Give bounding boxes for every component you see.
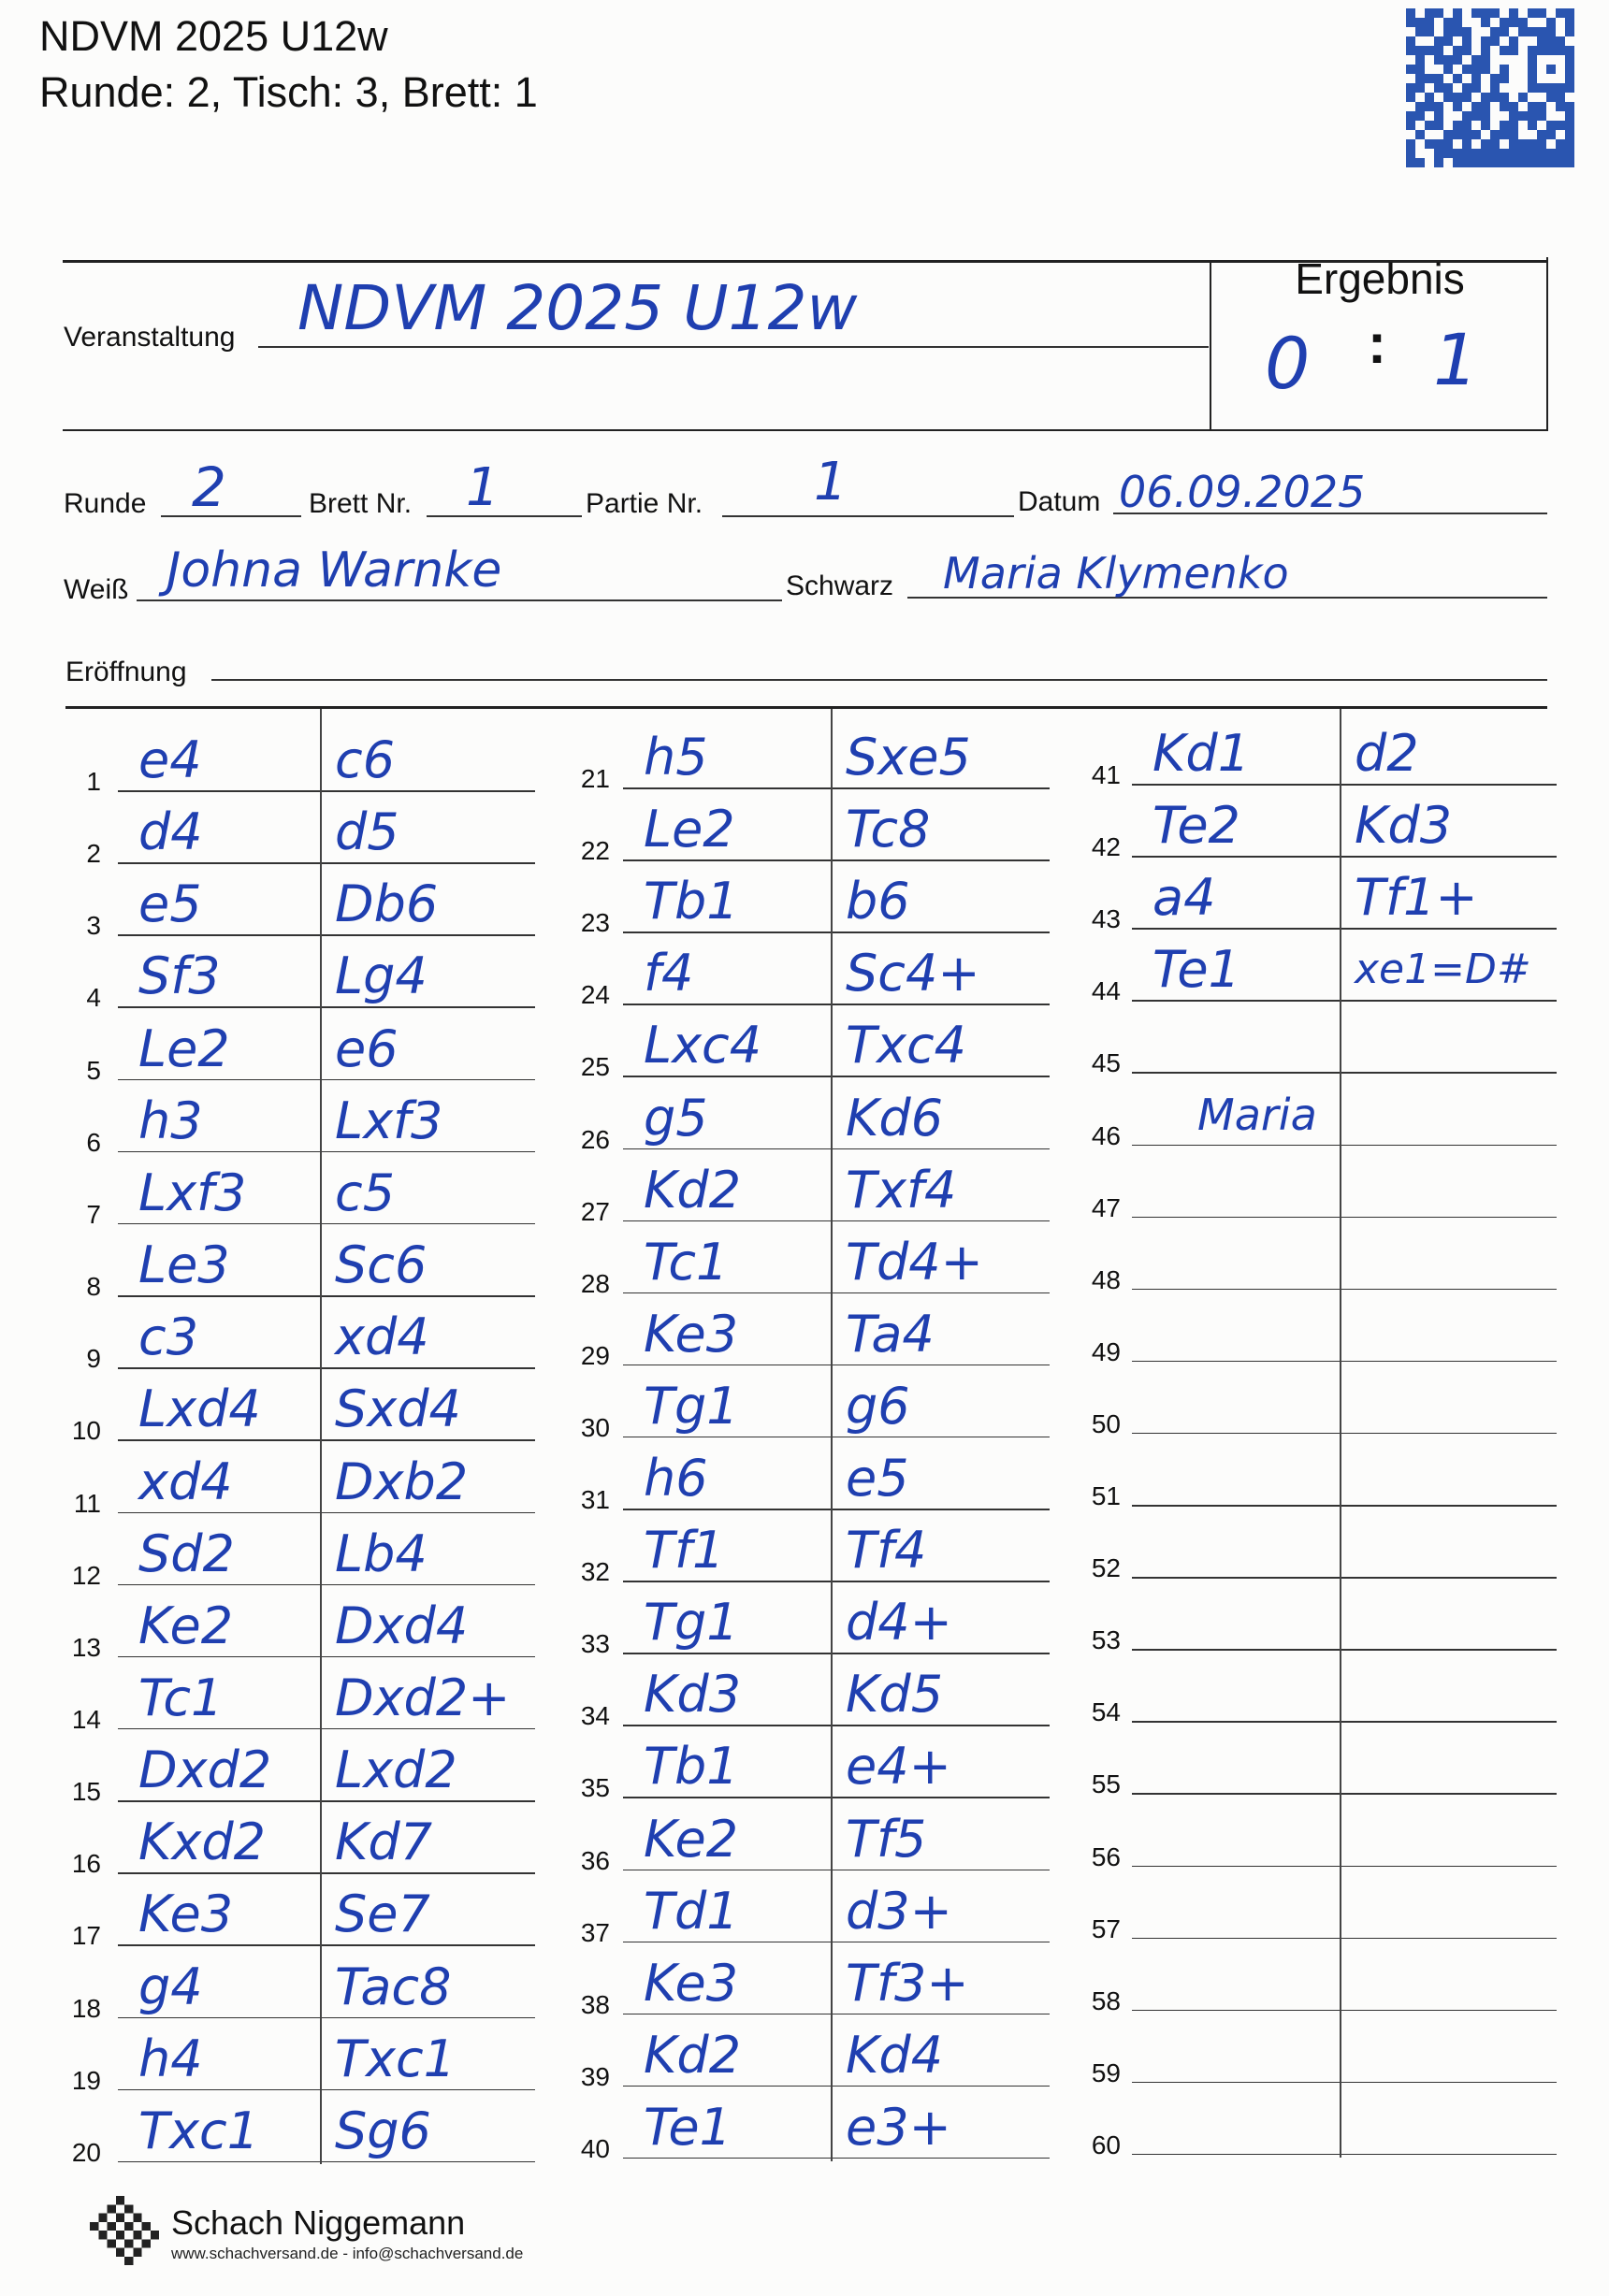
eroeffnung-line (211, 679, 1547, 681)
white-move: e4 (138, 730, 202, 789)
veranstaltung-value: NDVM 2025 U12w (297, 272, 858, 344)
move-row-line (1132, 928, 1557, 930)
move-row-line (1132, 1361, 1557, 1363)
white-move: g5 (644, 1088, 708, 1148)
move-number: 18 (71, 1993, 101, 2023)
move-row-line (623, 1942, 1050, 1943)
eroeffnung-label: Eröffnung (65, 657, 187, 687)
white-move: Tf1 (644, 1521, 725, 1581)
move-row-line (623, 1437, 1050, 1438)
white-move: Le2 (644, 800, 735, 859)
white-move: Tg1 (644, 1376, 739, 1436)
move-row-line (1132, 1072, 1557, 1074)
footer-contact: www.schachversand.de - info@schachversand.de (171, 2245, 524, 2262)
move-row-line (118, 1006, 535, 1008)
move-number: 22 (580, 836, 610, 866)
move-number: 39 (580, 2061, 610, 2091)
white-move: Le2 (138, 1018, 230, 1078)
move-number: 19 (71, 2065, 101, 2095)
moves-table-top-border (65, 706, 1547, 709)
move-number: 47 (1091, 1192, 1121, 1222)
move-number: 56 (1091, 1841, 1121, 1871)
black-move: Sc4+ (846, 944, 980, 1004)
move-row-line (118, 1439, 535, 1441)
move-number: 38 (580, 1989, 610, 2019)
black-move: d2 (1355, 724, 1419, 783)
schwarz-label: Schwarz (786, 570, 894, 601)
black-move: Sg6 (335, 2101, 431, 2160)
move-number: 32 (580, 1557, 610, 1587)
move-row-line (1132, 1217, 1557, 1219)
move-row-line (1132, 1938, 1557, 1940)
move-row-line (1132, 1866, 1557, 1868)
move-row-line (118, 2089, 535, 2091)
move-number: 15 (71, 1777, 101, 1807)
black-move: Sc6 (335, 1235, 428, 1295)
black-move: g6 (846, 1376, 910, 1436)
veranstaltung-line (258, 346, 1209, 348)
move-number: 27 (580, 1196, 610, 1226)
black-move: Lg4 (335, 946, 428, 1006)
brett-line (427, 515, 582, 517)
move-row-line (1132, 1000, 1557, 1002)
white-move: Te1 (644, 2097, 732, 2157)
black-move: Kd6 (846, 1088, 944, 1148)
move-row-line (118, 1512, 535, 1514)
move-number: 26 (580, 1124, 610, 1154)
move-row-line (1132, 1145, 1557, 1147)
move-number: 37 (580, 1917, 610, 1947)
move-row-line (623, 1797, 1050, 1798)
white-move: Kd2 (644, 2025, 742, 2085)
white-move: Kxd2 (138, 1812, 267, 1872)
white-move: Lxc4 (644, 1016, 762, 1076)
white-move: g4 (138, 1957, 203, 2016)
move-row-line (1132, 2010, 1557, 2012)
move-row-line (623, 1581, 1050, 1582)
move-row-line (623, 1004, 1050, 1005)
black-move: Db6 (335, 874, 439, 934)
column-divider (831, 709, 833, 2161)
black-move: Tf3+ (846, 1953, 969, 2013)
white-move: Lxd4 (138, 1379, 261, 1439)
black-move: Tf1+ (1355, 868, 1478, 928)
black-move: d4+ (846, 1593, 952, 1653)
move-number: 40 (580, 2133, 610, 2163)
white-move: Le3 (138, 1235, 230, 1295)
move-row-line (118, 1367, 535, 1369)
move-number: 16 (71, 1849, 101, 1879)
form-header-bottom-border (63, 429, 1548, 431)
white-move: h5 (644, 728, 708, 787)
move-row-line (1132, 1721, 1557, 1723)
white-move: Txc1 (138, 2101, 259, 2160)
black-move: Kd5 (846, 1665, 944, 1725)
move-number: 9 (86, 1344, 101, 1374)
move-number: 42 (1091, 832, 1121, 862)
move-row-line (1132, 1649, 1557, 1651)
move-row-line (118, 1584, 535, 1586)
brett-label: Brett Nr. (309, 488, 413, 519)
move-row-line (118, 1223, 535, 1225)
ergebnis-black-score: 1 (1433, 318, 1479, 401)
move-row-line (623, 1220, 1050, 1222)
white-move: Sf3 (138, 946, 221, 1006)
move-number: 20 (71, 2137, 101, 2167)
black-move: Kd3 (1355, 796, 1453, 856)
white-move: Kd2 (644, 1160, 742, 1220)
black-move: Txc4 (846, 1016, 966, 1076)
move-row-line (1132, 1505, 1557, 1507)
move-number: 6 (86, 1127, 101, 1157)
move-number: 23 (580, 908, 610, 938)
move-number: 30 (580, 1412, 610, 1442)
move-row-line (623, 1292, 1050, 1294)
move-row-line (118, 1800, 535, 1802)
footer-brand: Schach Niggemann (171, 2203, 466, 2242)
move-row-line (118, 790, 535, 792)
black-move: Dxb2 (335, 1451, 469, 1511)
white-move: h6 (644, 1449, 708, 1508)
black-move: Ta4 (846, 1304, 935, 1364)
move-row-line (623, 1076, 1050, 1077)
white-move: h4 (138, 2029, 203, 2088)
move-number: 51 (1091, 1481, 1121, 1510)
move-row-line (118, 934, 535, 936)
white-move: h3 (138, 1090, 203, 1150)
black-move: Lxd2 (335, 1740, 457, 1800)
move-number: 24 (580, 980, 610, 1010)
move-row-line (118, 862, 535, 864)
column-divider (1340, 709, 1341, 2158)
move-number: 60 (1091, 2130, 1121, 2159)
white-move: Ke3 (644, 1953, 739, 2013)
move-row-line (623, 1653, 1050, 1654)
white-move: Td1 (644, 1881, 739, 1941)
black-move: d5 (335, 802, 399, 862)
move-row-line (623, 931, 1050, 933)
move-number: 49 (1091, 1336, 1121, 1366)
move-number: 54 (1091, 1697, 1121, 1727)
move-number: 4 (86, 983, 101, 1013)
black-move: b6 (846, 872, 910, 931)
move-number: 3 (86, 911, 101, 941)
move-number: 7 (86, 1199, 101, 1229)
move-number: 8 (86, 1272, 101, 1302)
white-move: d4 (138, 802, 203, 862)
black-move: c6 (335, 730, 396, 789)
white-move: Ke2 (138, 1596, 234, 1655)
datum-value: 06.09.2025 (1119, 467, 1366, 517)
black-move: e4+ (846, 1737, 951, 1797)
black-move: e3+ (846, 2097, 951, 2157)
move-number: 33 (580, 1629, 610, 1659)
black-move: xd4 (335, 1307, 429, 1367)
move-row-line (623, 1509, 1050, 1510)
move-number: 41 (1091, 760, 1121, 789)
move-number: 59 (1091, 2058, 1121, 2087)
black-move: c5 (335, 1162, 396, 1222)
move-row-line (623, 2014, 1050, 2015)
move-number: 21 (580, 764, 610, 793)
partie-label: Partie Nr. (586, 488, 703, 519)
white-move: Ke2 (644, 1809, 739, 1869)
black-move: Txf4 (846, 1160, 957, 1220)
move-number: 57 (1091, 1913, 1121, 1943)
white-move: f4 (644, 944, 694, 1004)
move-number: 25 (580, 1052, 610, 1082)
move-row-line (623, 859, 1050, 861)
runde-line (161, 515, 301, 517)
ergebnis-white-score: 0 (1265, 322, 1311, 405)
move-number: 14 (71, 1704, 101, 1734)
white-move: Ke3 (138, 1884, 234, 1944)
white-move: Dxd2 (138, 1740, 272, 1800)
move-number: 52 (1091, 1553, 1121, 1583)
move-row-line (1132, 1289, 1557, 1291)
black-move: d3+ (846, 1881, 952, 1941)
move-row-line (1132, 2154, 1557, 2156)
move-row-line (623, 1870, 1050, 1871)
move-number: 28 (580, 1268, 610, 1298)
partie-line (722, 515, 1014, 517)
black-move: Dxd2+ (335, 1668, 511, 1727)
move-row-line (118, 1872, 535, 1874)
black-move: Lxf3 (335, 1090, 443, 1150)
move-number: 45 (1091, 1048, 1121, 1078)
white-move: Tb1 (644, 872, 739, 931)
move-number: 17 (71, 1921, 101, 1951)
black-move: Dxd4 (335, 1596, 469, 1655)
weiss-label: Weiß (64, 574, 129, 605)
qr-code-icon (1406, 7, 1574, 168)
black-move: Txc1 (335, 2029, 456, 2088)
move-row-line (623, 2158, 1050, 2159)
move-number: 46 (1091, 1120, 1121, 1150)
move-number: 36 (580, 1845, 610, 1875)
ergebnis-colon-icon: : (1368, 312, 1386, 375)
move-row-line (1132, 1577, 1557, 1579)
column-divider (320, 709, 322, 2164)
move-row-line (1132, 784, 1557, 786)
move-row-line (623, 1365, 1050, 1366)
move-number: 44 (1091, 976, 1121, 1006)
move-row-line (118, 1295, 535, 1297)
black-move: Sxd4 (335, 1379, 461, 1439)
white-move: Ke3 (644, 1304, 739, 1364)
white-move: Tc1 (138, 1668, 224, 1727)
move-number: 53 (1091, 1625, 1121, 1655)
move-row-line (1132, 2082, 1557, 2084)
black-move: Tf5 (846, 1809, 927, 1869)
move-row-line (623, 2086, 1050, 2087)
black-move: Se7 (335, 1884, 430, 1944)
white-move: Lxf3 (138, 1162, 247, 1222)
move-row-line (1132, 1433, 1557, 1435)
move-number: 31 (580, 1485, 610, 1514)
move-row-line (623, 1725, 1050, 1726)
partie-value: 1 (814, 452, 848, 513)
veranstaltung-label: Veranstaltung (64, 322, 236, 353)
move-number: 55 (1091, 1769, 1121, 1799)
white-move: Te1 (1152, 940, 1240, 1000)
white-move: Kd3 (644, 1665, 742, 1725)
white-move: xd4 (138, 1451, 233, 1511)
move-number: 34 (580, 1701, 610, 1731)
black-move: e5 (846, 1449, 909, 1508)
datum-label: Datum (1018, 486, 1101, 517)
sheet-subtitle: Runde: 2, Tisch: 3, Brett: 1 (39, 68, 538, 116)
white-move: Tc1 (644, 1232, 729, 1292)
white-move: e5 (138, 874, 202, 934)
move-number: 2 (86, 839, 101, 869)
black-move: Tc8 (846, 800, 931, 859)
ergebnis-label: Ergebnis (1295, 254, 1465, 303)
white-move: Kd1 (1152, 724, 1251, 783)
white-move: Te2 (1152, 796, 1240, 856)
weiss-value: Johna Warnke (167, 542, 502, 599)
black-move: Lb4 (335, 1523, 428, 1583)
move-row-line (118, 2017, 535, 2019)
brett-value: 1 (466, 457, 500, 518)
move-row-line (1132, 1793, 1557, 1795)
runde-label: Runde (64, 488, 147, 519)
black-move: e6 (335, 1018, 399, 1078)
runde-value: 2 (192, 455, 226, 519)
black-move: Kd4 (846, 2025, 944, 2085)
chessboard-logo-icon (90, 2196, 159, 2265)
white-move: a4 (1152, 868, 1216, 928)
move-number: 29 (580, 1340, 610, 1370)
move-number: 10 (71, 1416, 101, 1446)
move-number: 11 (73, 1488, 101, 1518)
white-move: Sd2 (138, 1523, 235, 1583)
black-move: Kd7 (335, 1812, 433, 1872)
white-move: Tb1 (644, 1737, 739, 1797)
sheet-title: NDVM 2025 U12w (39, 12, 388, 60)
schwarz-value: Maria Klymenko (943, 548, 1289, 599)
black-move: Sxe5 (846, 728, 971, 787)
black-move: Tf4 (846, 1521, 927, 1581)
white-move: Tg1 (644, 1593, 739, 1653)
white-move: c3 (138, 1307, 199, 1367)
move-number: 5 (86, 1055, 101, 1085)
move-number: 43 (1091, 904, 1121, 934)
move-row-line (1132, 856, 1557, 858)
move-number: 50 (1091, 1408, 1121, 1438)
black-move: Tac8 (335, 1957, 452, 2016)
move-row-line (118, 2161, 535, 2163)
move-number: 12 (71, 1560, 101, 1590)
move-number: 13 (71, 1632, 101, 1662)
move-number: 58 (1091, 1986, 1121, 2015)
move-number: 1 (86, 767, 101, 796)
move-number: 48 (1091, 1264, 1121, 1294)
move-number: 35 (580, 1773, 610, 1803)
move-row-line (118, 1079, 535, 1081)
black-move: xe1=D# (1355, 946, 1531, 994)
black-move: Td4+ (846, 1232, 983, 1292)
move-row-line (118, 1656, 535, 1658)
move-row-line (623, 787, 1050, 789)
move-row-line (118, 1151, 535, 1153)
move-row-line (118, 1728, 535, 1730)
move-row-line (118, 1944, 535, 1946)
move-row-line (623, 1148, 1050, 1150)
white-move: Maria (1197, 1089, 1317, 1140)
